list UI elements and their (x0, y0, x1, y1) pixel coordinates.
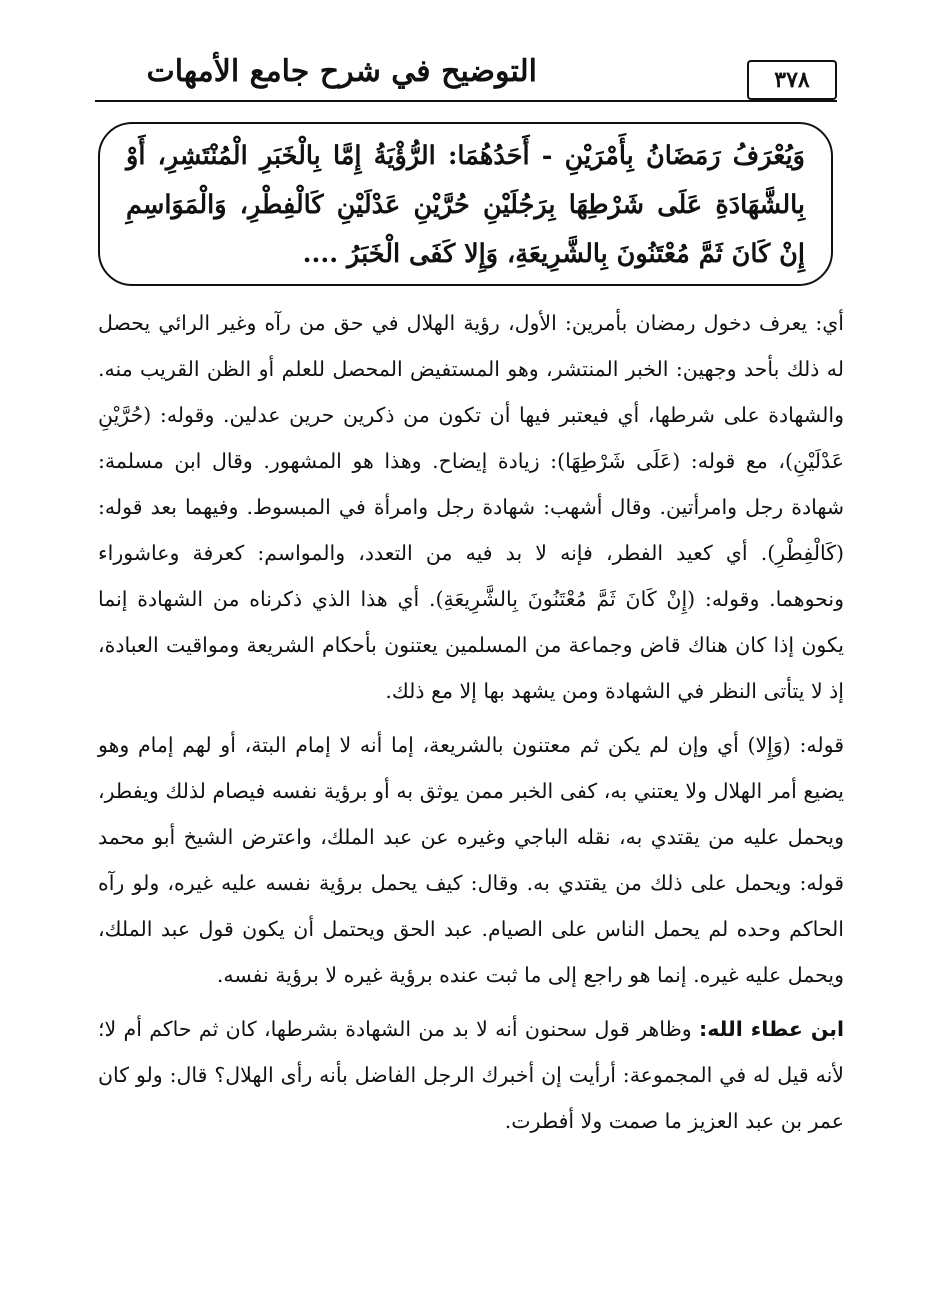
page-number: ٣٧٨ (747, 60, 837, 100)
paragraph-text: أي: يعرف دخول رمضان بأمرين: الأول، رؤية الهلال في حق من رآه وغير الرائي يحصل له ذلك بأحد وجهين: الخبر المنتشر، وهو المستفيض المحصل للعلم أو الظن القريب منه. والشهادة على شرطها، أي فيعتبر فيها أن تكون من ذكرين حرين عدلين. وقوله: (حُرَّيْنِ عَدْلَيْنِ)، مع قوله: (عَلَى شَرْطِهَا): زيادة إيضاح. وهذا هو المشهور. وقال ابن مسلمة: شهادة رجل وامرأتين. وقال أشهب: شهادة رجل وامرأة في المبسوط. وفيهما بعد قوله: (كَالْفِطْرِ). أي كعيد الفطر، فإنه لا بد فيه من التعدد، والمواسم: كعرفة وعاشوراء ونحوهما. وقوله: (إِنْ كَانَ ثَمَّ مُعْتَنُونَ بِالشَّرِيعَةِ). أي هذا الذي ذكرناه من الشهادة إنما يكون إذا كان هناك قاض وجماعة من المسلمين يعتنون بأحكام الشريعة ومواقيت العبادة، إذ لا يتأتى النظر في الشهادة ومن يشهد بها إلا مع ذلك. (98, 311, 844, 703)
commentary-paragraph (98, 1006, 844, 1144)
page-header (95, 54, 837, 102)
paragraph-text: قوله: (وَإِلا) أي وإن لم يكن ثم معتنون بالشريعة، إما أنه لا إمام البتة، أو لهم إمام وهو يضيع أمر الهلال ولا يعتني به، كفى الخبر ممن يوثق به أو برؤية نفسه فيصام لذلك ويفطر، ويحمل عليه من يقتدي به، نقله الباجي وغيره عن عبد الملك، واعترض الشيخ أبو محمد قوله: ويحمل على ذلك من يقتدي به. وقال: كيف يحمل برؤية نفسه عليه غيره، ولو رآه الحاكم وحده لم يحمل الناس على الصيام. عبد الحق ويحتمل أن يكون قول عبد الملك، ويحمل عليه غيره. إنما هو راجع إلى ما ثبت عنده برؤية غيره لا برؤية نفسه. (98, 733, 844, 987)
commentary-body (98, 300, 844, 1144)
matn-text: وَيُعْرَفُ رَمَضَانُ بِأَمْرَيْنِ - أَحَدُهُمَا: الرُّؤْيَةُ إِمَّا بِالْخَبَرِ الْمُنْتَشِرِ، أَوْ بِالشَّهَادَةِ عَلَى شَرْطِهَا بِرَجُلَيْنِ حُرَّيْنِ عَدْلَيْنِ كَالْفِطْرِ، وَالْمَوَاسِمِ إِنْ كَانَ ثَمَّ مُعْتَنُونَ بِالشَّرِيعَةِ، وَإِلا كَفَى الْخَبَرُ .... (126, 141, 805, 269)
commentary-paragraph (98, 722, 844, 998)
commentary-paragraph (98, 300, 844, 714)
paragraph-text: وظاهر قول سحنون أنه لا بد من الشهادة بشرطها، كان ثم حاكم أم لا؛ لأنه قيل له في المجموعة: أرأيت إن أخبرك الرجل الفاضل بأنه رأى الهلال؟ قال: ولو كان عمر بن عبد العزيز ما صمت ولا أفطرت. (98, 1017, 844, 1133)
paragraph-lead: ابن عطاء الله: (699, 1017, 844, 1041)
matn-box (98, 122, 833, 286)
book-title: التوضيح في شرح جامع الأمهات (146, 54, 537, 89)
